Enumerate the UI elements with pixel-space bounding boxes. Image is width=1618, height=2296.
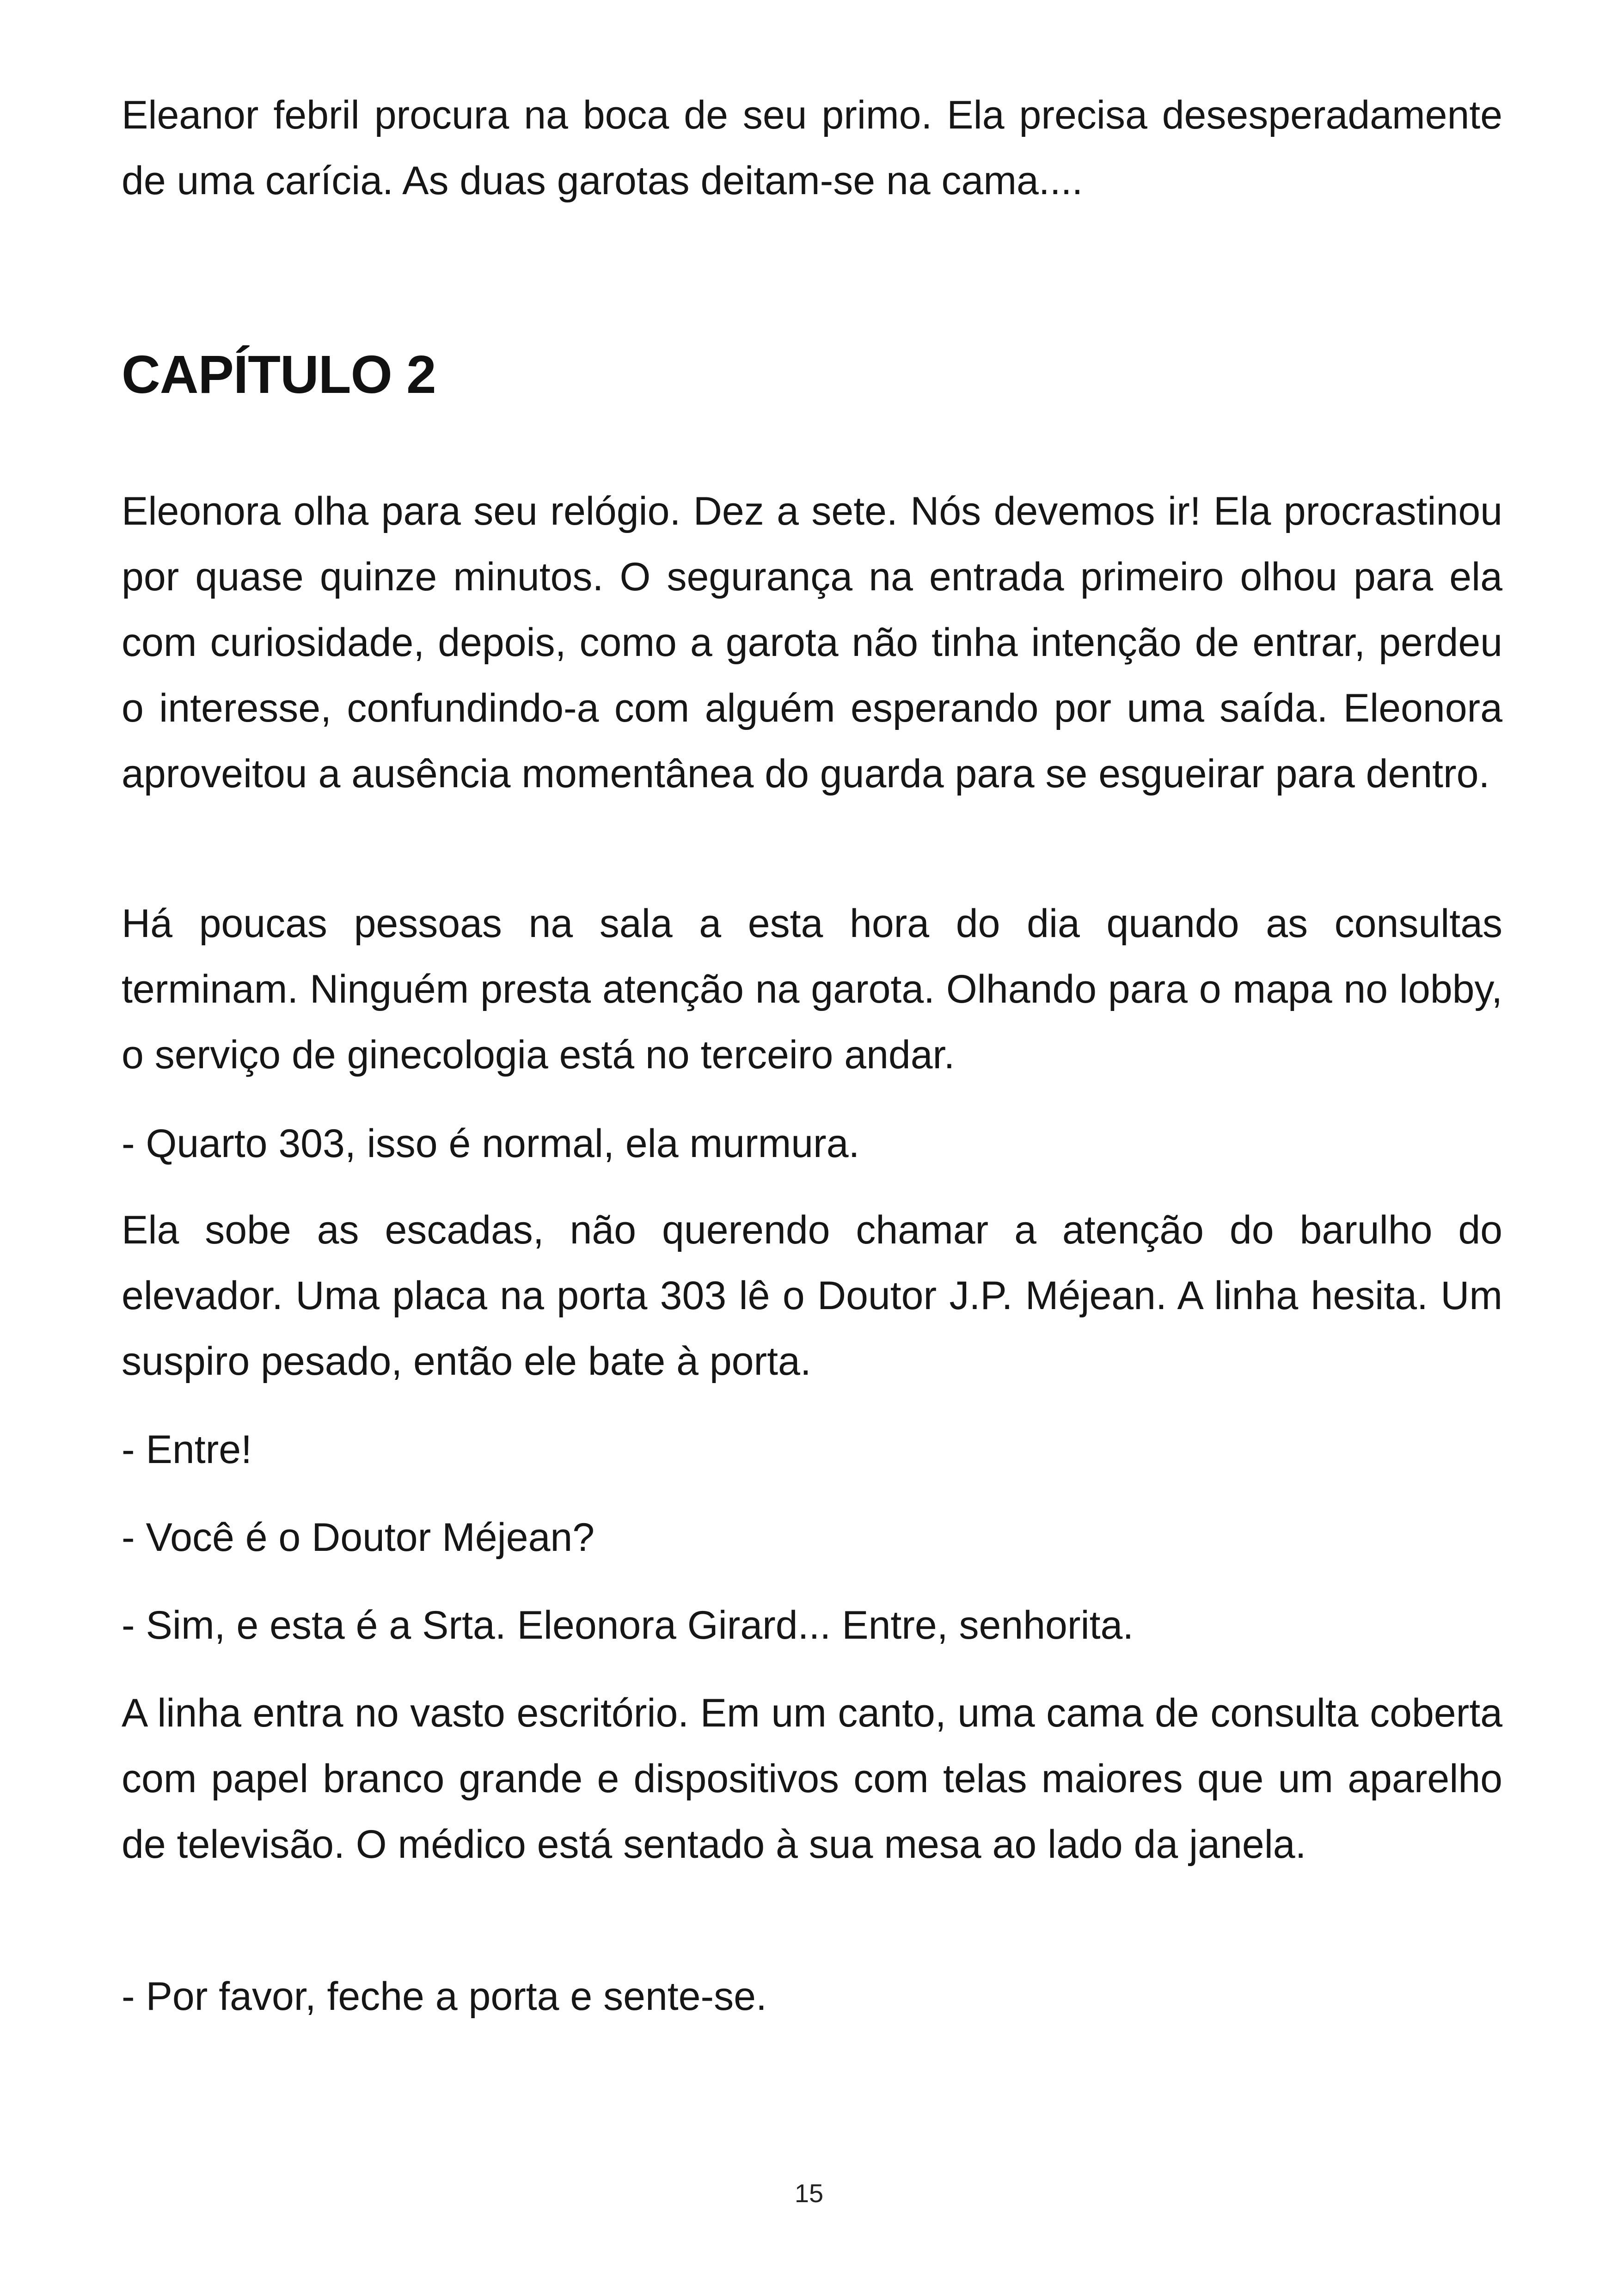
paragraph-2: Há poucas pessoas na sala a esta hora do dia quando as consultas terminam. Ninguém presta atenção na garota. Olhando para o mapa no lobby, o serviço de ginecologia está no terceiro andar. — [122, 901, 1502, 1077]
paragraph-4: Ela sobe as escadas, não querendo chamar a atenção do barulho do elevador. Uma placa na porta 303 lê o Doutor J.P. Méjean. A linha hesita. Um suspiro pesado, então ele bate à porta. — [122, 1208, 1502, 1384]
paragraph-9: - Por favor, feche a porta e sente-se. — [122, 1974, 767, 2019]
paragraph-3: - Quarto 303, isso é normal, ela murmura. — [122, 1121, 860, 1166]
paragraph-1: Eleonora olha para seu relógio. Dez a sete. Nós devemos ir! Ela procrastinou por quase quinze minutos. O segurança na entrada primeiro olhou para ela com curiosidade, depois, como a garota não tinha intenção de entrar, perdeu o interesse, confundindo-a com alguém esperando por uma saída. Eleonora aproveitou a ausência momentânea do guarda para se esgueirar para dentro. — [122, 489, 1502, 796]
page-number: 15 — [794, 2179, 824, 2208]
opening-paragraph: Eleanor febril procura na boca de seu primo. Ela precisa desesperadamente de uma carícia. As duas garotas deitam-se na cama.... — [122, 93, 1502, 203]
paragraph-8: A linha entra no vasto escritório. Em um canto, uma cama de consulta coberta com papel branco grande e dispositivos com telas maiores que um aparelho de televisão. O médico está sentado à sua mesa ao lado da janela. — [122, 1691, 1502, 1867]
paragraph-6: - Você é o Doutor Méjean? — [122, 1515, 595, 1560]
paragraph-7: - Sim, e esta é a Srta. Eleonora Girard... Entre, senhorita. — [122, 1603, 1134, 1647]
paragraph-5: - Entre! — [122, 1427, 252, 1472]
chapter-title: CAPÍTULO 2 — [122, 344, 436, 404]
